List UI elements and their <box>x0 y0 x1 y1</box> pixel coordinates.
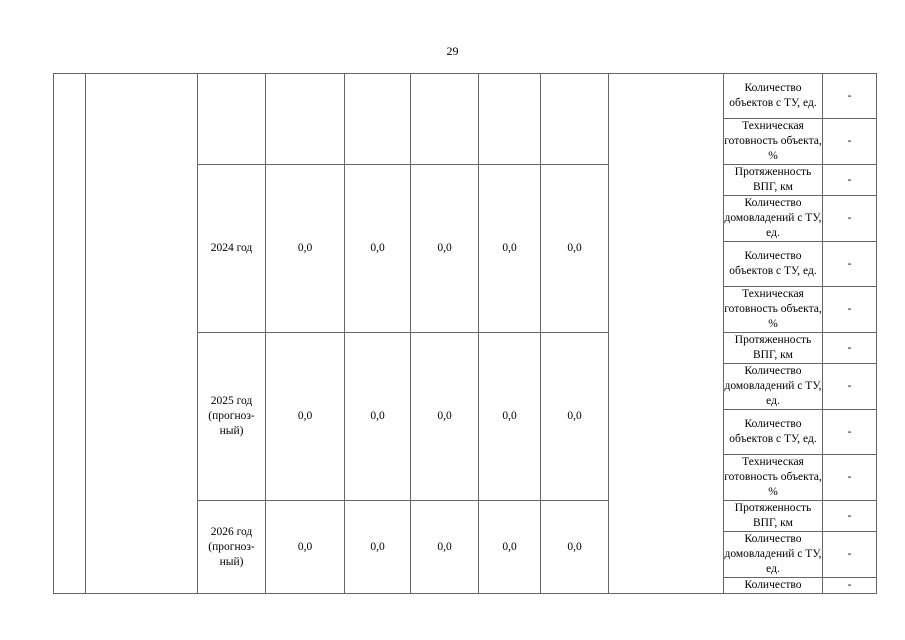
value-cell <box>479 74 541 165</box>
indicator-value: - <box>823 333 877 364</box>
indicator-name: Количество объектов с ТУ, ед. <box>724 410 823 455</box>
program-table <box>53 73 877 594</box>
value-cell: 0,0 <box>411 165 479 333</box>
value-cell: 0,0 <box>541 333 609 501</box>
indicator-value: - <box>823 410 877 455</box>
indicator-name: Протяженность ВПГ, км <box>724 501 823 532</box>
indicator-value: - <box>823 74 877 119</box>
indicator-name: Количество <box>724 578 823 594</box>
year-cell: 2025 год (прогноз-ный) <box>198 333 266 501</box>
indicator-value: - <box>823 364 877 410</box>
indicator-value: - <box>823 287 877 333</box>
indicator-name: Техническая готовность объекта, % <box>724 119 823 165</box>
value-cell: 0,0 <box>479 333 541 501</box>
year-cell: 2024 год <box>198 165 266 333</box>
value-cell: 0,0 <box>266 501 345 594</box>
value-cell <box>411 74 479 165</box>
indicator-value: - <box>823 242 877 287</box>
value-cell <box>541 74 609 165</box>
page-number: 29 <box>446 44 459 58</box>
value-cell: 0,0 <box>411 501 479 594</box>
measure-name-cell <box>86 74 198 594</box>
indicator-name: Техническая готовность объекта, % <box>724 287 823 333</box>
indicator-name: Техническая готовность объекта, % <box>724 455 823 501</box>
value-cell: 0,0 <box>266 165 345 333</box>
value-cell: 0,0 <box>345 501 411 594</box>
indicator-value: - <box>823 119 877 165</box>
value-cell: 0,0 <box>411 333 479 501</box>
year-cell: 2026 год (прогноз-ный) <box>198 501 266 594</box>
indicator-name: Количество объектов с ТУ, ед. <box>724 242 823 287</box>
indicator-name: Количество домовладений с ТУ, ед. <box>724 532 823 578</box>
indicator-name: Протяженность ВПГ, км <box>724 333 823 364</box>
value-cell: 0,0 <box>345 333 411 501</box>
indicator-name: Протяженность ВПГ, км <box>724 165 823 196</box>
value-cell: 0,0 <box>541 165 609 333</box>
indicator-value: - <box>823 532 877 578</box>
number-cell <box>54 74 86 594</box>
table-row <box>54 74 877 119</box>
indicator-name: Количество домовладений с ТУ, ед. <box>724 196 823 242</box>
value-cell: 0,0 <box>479 501 541 594</box>
value-cell: 0,0 <box>345 165 411 333</box>
indicator-value: - <box>823 455 877 501</box>
indicator-name: Количество домовладений с ТУ, ед. <box>724 364 823 410</box>
year-cell <box>198 74 266 165</box>
value-cell: 0,0 <box>541 501 609 594</box>
indicator-value: - <box>823 578 877 594</box>
indicator-value: - <box>823 165 877 196</box>
indicator-value: - <box>823 196 877 242</box>
indicator-name: Количество объектов с ТУ, ед. <box>724 74 823 119</box>
value-cell <box>266 74 345 165</box>
value-cell: 0,0 <box>479 165 541 333</box>
value-cell: 0,0 <box>266 333 345 501</box>
indicator-value: - <box>823 501 877 532</box>
executor-cell <box>609 74 724 594</box>
value-cell <box>345 74 411 165</box>
